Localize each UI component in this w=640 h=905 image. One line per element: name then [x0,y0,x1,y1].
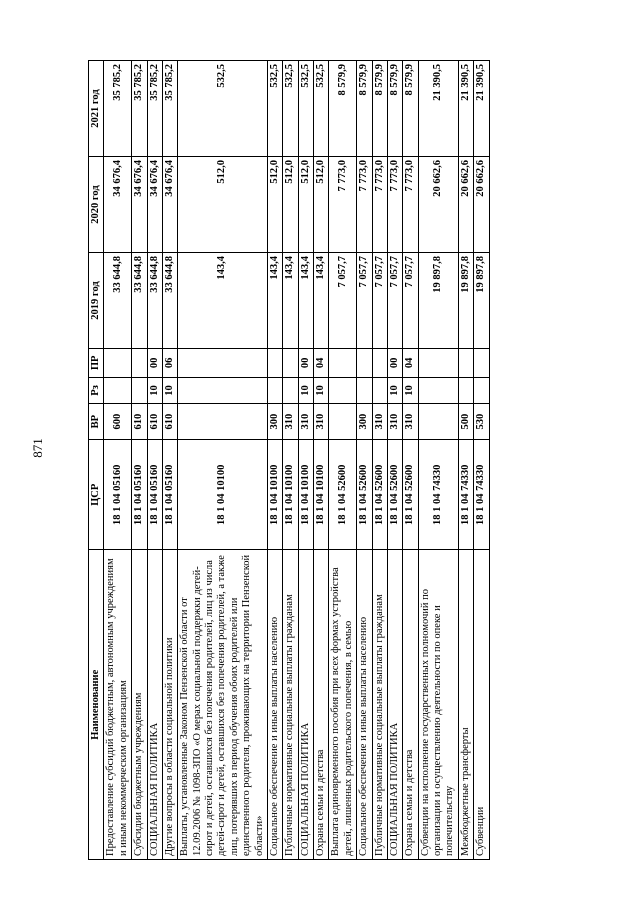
cell-2021: 8 579,9 [403,61,418,157]
cell-2020: 512,0 [298,157,313,253]
cell-pr [283,348,298,377]
cell-pr [372,348,387,377]
cell-2021: 35 785,2 [162,61,177,157]
cell-pr [357,348,372,377]
cell-pr: 00 [298,348,313,377]
cell-2021: 532,5 [283,61,298,157]
cell-csr: 18 1 04 52600 [329,440,357,550]
cell-rz [178,377,268,403]
cell-2021: 8 579,9 [329,61,357,157]
cell-name: Публичные нормативные социальные выплаты гражданам [283,550,298,860]
table-row [178,61,268,860]
cell-csr: 18 1 04 10100 [298,440,313,550]
cell-rz: 10 [314,377,329,403]
cell-2019: 143,4 [267,253,282,349]
cell-name: Выплата единовременного пособия при всех формах устройства детей, лишенных родительского попечения, в семью [329,550,357,860]
cell-2020: 7 773,0 [387,157,402,253]
cell-pr: 06 [162,348,177,377]
cell-2019: 7 057,7 [357,253,372,349]
table-row [132,61,147,860]
cell-name: Межбюджетные трансферты [458,550,473,860]
cell-rz [458,377,473,403]
cell-vr: 310 [298,404,313,440]
cell-pr [104,348,132,377]
cell-rz [474,377,489,403]
cell-2020: 512,0 [178,157,268,253]
cell-pr [178,348,268,377]
header-name: Наименование [89,550,104,860]
cell-2020: 34 676,4 [147,157,162,253]
table-row [357,61,372,860]
cell-vr: 300 [267,404,282,440]
cell-csr: 18 1 04 10100 [178,440,268,550]
table-row [474,61,489,860]
table-row [104,61,132,860]
cell-rz [357,377,372,403]
table-header-row [89,61,104,860]
cell-2021: 21 390,5 [474,61,489,157]
cell-2020: 512,0 [283,157,298,253]
cell-2020: 7 773,0 [403,157,418,253]
cell-2019: 143,4 [283,253,298,349]
cell-rz: 10 [387,377,402,403]
cell-2021: 35 785,2 [104,61,132,157]
table-row [418,61,458,860]
cell-2020: 20 662,6 [458,157,473,253]
cell-name: Субсидии бюджетным учреждениям [132,550,147,860]
cell-name: СОЦИАЛЬНАЯ ПОЛИТИКА [387,550,402,860]
table-row [298,61,313,860]
cell-pr: 00 [147,348,162,377]
cell-2021: 8 579,9 [372,61,387,157]
table-row [283,61,298,860]
cell-2020: 34 676,4 [132,157,147,253]
cell-2020: 512,0 [267,157,282,253]
cell-vr: 310 [372,404,387,440]
cell-2021: 532,5 [178,61,268,157]
header-2019: 2019 год [89,253,104,349]
cell-pr [474,348,489,377]
cell-2021: 8 579,9 [387,61,402,157]
cell-rz [132,377,147,403]
cell-csr: 18 1 04 10100 [283,440,298,550]
cell-2019: 33 644,8 [162,253,177,349]
cell-vr: 310 [387,404,402,440]
cell-rz: 10 [162,377,177,403]
cell-2020: 20 662,6 [474,157,489,253]
cell-rz: 10 [298,377,313,403]
cell-rz [418,377,458,403]
cell-name: Социальное обеспечение и иные выплаты населению [357,550,372,860]
cell-vr: 300 [357,404,372,440]
cell-2021: 532,5 [298,61,313,157]
cell-pr: 04 [403,348,418,377]
cell-rz [329,377,357,403]
cell-rz [283,377,298,403]
cell-2021: 35 785,2 [132,61,147,157]
cell-csr: 18 1 04 05160 [104,440,132,550]
cell-pr [458,348,473,377]
cell-2019: 7 057,7 [329,253,357,349]
cell-rz [267,377,282,403]
header-rz: Рз [89,377,104,403]
table-body [104,61,489,860]
cell-vr: 310 [403,404,418,440]
cell-vr: 610 [147,404,162,440]
cell-csr: 18 1 04 52600 [372,440,387,550]
cell-name: Предоставление субсидий бюджетным, автономным учреждениям и иным некоммерческим организациям [104,550,132,860]
cell-pr [267,348,282,377]
table-row [267,61,282,860]
page-number: 871 [29,438,45,458]
cell-2021: 8 579,9 [357,61,372,157]
cell-2020: 34 676,4 [104,157,132,253]
cell-rz: 10 [147,377,162,403]
cell-rz [104,377,132,403]
cell-2019: 7 057,7 [372,253,387,349]
cell-name: СОЦИАЛЬНАЯ ПОЛИТИКА [147,550,162,860]
table-row [314,61,329,860]
cell-vr: 500 [458,404,473,440]
cell-csr: 18 1 04 10100 [267,440,282,550]
table-row [403,61,418,860]
cell-name: Другие вопросы в области социальной политики [162,550,177,860]
cell-name: Охрана семьи и детства [314,550,329,860]
table-row [372,61,387,860]
cell-vr [329,404,357,440]
header-pr: ПР [89,348,104,377]
cell-pr: 04 [314,348,329,377]
cell-csr: 18 1 04 52600 [403,440,418,550]
cell-2020: 512,0 [314,157,329,253]
cell-csr: 18 1 04 05160 [147,440,162,550]
cell-2019: 143,4 [298,253,313,349]
budget-table-rotated [88,60,558,860]
cell-2020: 34 676,4 [162,157,177,253]
cell-name: Субвенции на исполнение государственных полномочий по организации и осуществлению деятельности по опеке и попечительству [418,550,458,860]
header-csr: ЦСР [89,440,104,550]
cell-csr: 18 1 04 52600 [387,440,402,550]
cell-2019: 7 057,7 [403,253,418,349]
cell-name: Социальное обеспечение и иные выплаты населению [267,550,282,860]
cell-csr: 18 1 04 52600 [357,440,372,550]
cell-pr [418,348,458,377]
cell-csr: 18 1 04 10100 [314,440,329,550]
cell-vr [178,404,268,440]
cell-vr: 600 [104,404,132,440]
cell-pr [329,348,357,377]
cell-name: СОЦИАЛЬНАЯ ПОЛИТИКА [298,550,313,860]
cell-pr: 00 [387,348,402,377]
cell-csr: 18 1 04 74330 [458,440,473,550]
cell-rz [372,377,387,403]
cell-2020: 7 773,0 [357,157,372,253]
cell-2019: 19 897,8 [418,253,458,349]
cell-2019: 33 644,8 [147,253,162,349]
cell-name: Публичные нормативные социальные выплаты гражданам [372,550,387,860]
cell-2021: 21 390,5 [458,61,473,157]
cell-2020: 7 773,0 [329,157,357,253]
cell-csr: 18 1 04 05160 [132,440,147,550]
header-2021: 2021 год [89,61,104,157]
table-row [387,61,402,860]
cell-2021: 35 785,2 [147,61,162,157]
cell-csr: 18 1 04 74330 [418,440,458,550]
cell-2021: 21 390,5 [418,61,458,157]
cell-2020: 20 662,6 [418,157,458,253]
cell-2019: 19 897,8 [458,253,473,349]
cell-vr: 610 [132,404,147,440]
header-2020: 2020 год [89,157,104,253]
cell-2019: 19 897,8 [474,253,489,349]
cell-pr [132,348,147,377]
cell-csr: 18 1 04 05160 [162,440,177,550]
table-row [162,61,177,860]
cell-rz: 10 [403,377,418,403]
budget-table [88,60,490,860]
cell-vr [418,404,458,440]
cell-name: Выплаты, установленные Законом Пензенской области от 12.09.2006 № 1098-ЗПО «О мерах социальной поддержки детей-сирот и детей, оставшихся без попечения родителей, лиц из числа детей-сирот и детей, оставшихся без попечения родителей, а также лиц, потерявших в период обучения обоих родителей или единственного родителя, проживающих на территории Пензенской области» [178,550,268,860]
cell-2019: 33 644,8 [104,253,132,349]
cell-name: Субвенции [474,550,489,860]
table-row [458,61,473,860]
cell-2020: 7 773,0 [372,157,387,253]
table-row [329,61,357,860]
cell-vr: 310 [314,404,329,440]
cell-2019: 7 057,7 [387,253,402,349]
cell-vr: 530 [474,404,489,440]
cell-name: Охрана семьи и детства [403,550,418,860]
cell-2021: 532,5 [314,61,329,157]
cell-2019: 143,4 [314,253,329,349]
cell-2019: 143,4 [178,253,268,349]
cell-2021: 532,5 [267,61,282,157]
cell-vr: 610 [162,404,177,440]
cell-csr: 18 1 04 74330 [474,440,489,550]
header-vr: ВР [89,404,104,440]
cell-vr: 310 [283,404,298,440]
cell-2019: 33 644,8 [132,253,147,349]
table-row [147,61,162,860]
